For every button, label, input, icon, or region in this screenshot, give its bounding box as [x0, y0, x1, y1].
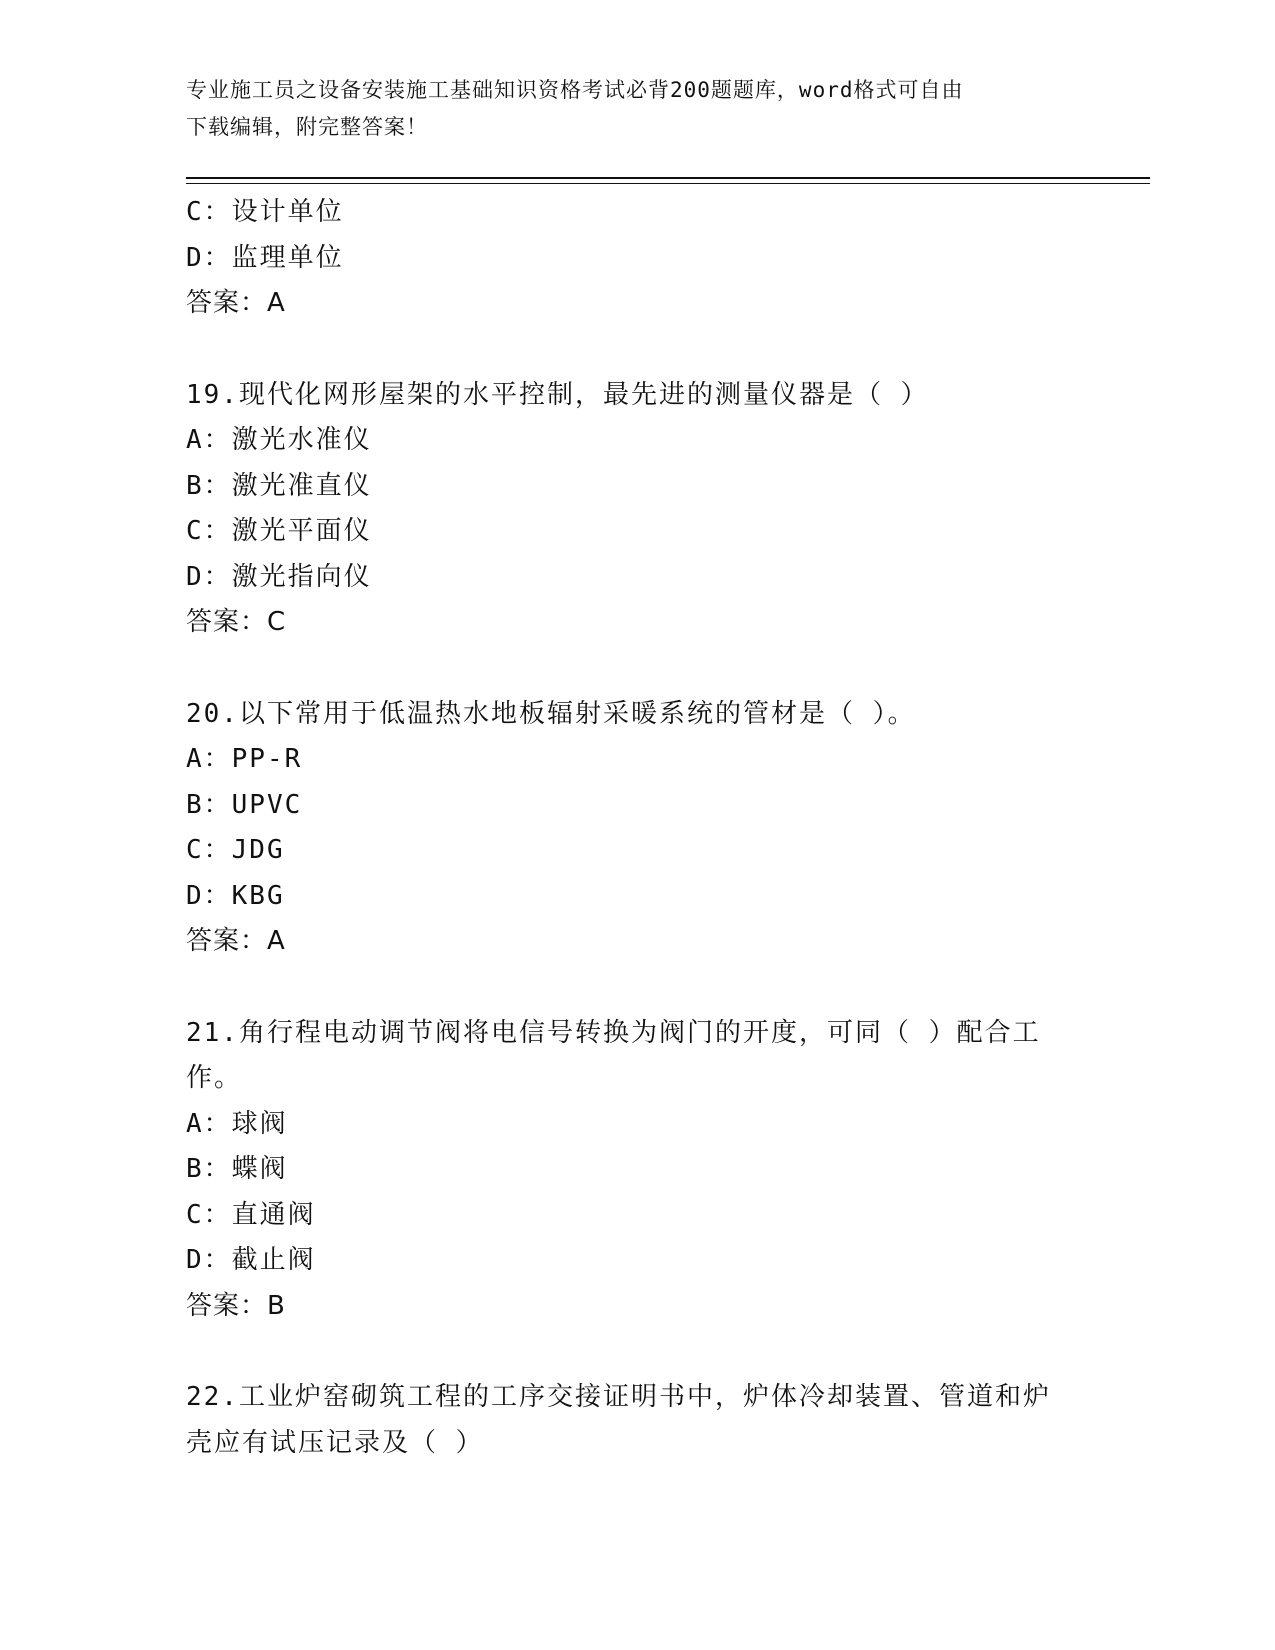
option-d: D：KBG — [186, 880, 285, 911]
question-22 — [186, 1375, 1086, 1466]
answer-line: 答案：A — [186, 926, 286, 956]
header-divider-thick — [186, 177, 1150, 179]
spacer — [186, 327, 1086, 373]
question-stem: 20.以下常用于低温热水地板辐射采暖系统的管材是（ ）。 — [186, 698, 916, 729]
option-b: B：蝶阀 — [186, 1154, 288, 1184]
spacer — [186, 1329, 1086, 1375]
header-title-line-2: 下载编辑，附完整答案！ — [186, 115, 428, 139]
option-c: C：JDG — [186, 835, 285, 865]
question-stem-line-1: 21.角行程电动调节阀将电信号转换为阀门的开度，可同（ ）配合工 — [186, 1017, 1041, 1048]
option-c: C：直通阀 — [186, 1199, 316, 1230]
question-stem-line-2: 作。 — [186, 1063, 243, 1093]
option-d: D：监理单位 — [186, 242, 344, 273]
option-b: B：激光准直仪 — [186, 470, 372, 501]
question-stem-line-2: 壳应有试压记录及（ ） — [186, 1427, 484, 1458]
question-21 — [186, 1011, 1086, 1330]
option-d: D：截止阀 — [186, 1245, 316, 1275]
question-stem: 19.现代化网形屋架的水平控制，最先进的测量仪器是（ ） — [186, 379, 929, 410]
option-c: C：激光平面仪 — [186, 516, 372, 546]
header-title-line-1: 专业施工员之设备安装施工基础知识资格考试必背200题题库，word格式可自由 — [186, 78, 964, 102]
question-list — [186, 190, 1086, 1466]
spacer — [186, 965, 1086, 1011]
answer-line: 答案：B — [186, 1290, 286, 1321]
option-a: A：球阀 — [186, 1108, 288, 1139]
question-stem-line-1: 22.工业炉窑砌筑工程的工序交接证明书中，炉体冷却装置、管道和炉 — [186, 1382, 1051, 1412]
option-d: D：激光指向仪 — [186, 561, 372, 592]
question-18-continuation — [186, 190, 1086, 327]
option-a: A：PP-R — [186, 744, 303, 774]
question-19 — [186, 373, 1086, 646]
option-c: C：设计单位 — [186, 197, 344, 227]
answer-line: 答案：A — [186, 288, 286, 318]
question-20 — [186, 692, 1086, 965]
option-a: A：激光水准仪 — [186, 425, 372, 455]
header-divider-thin — [186, 183, 1150, 184]
document-header — [186, 72, 1086, 146]
answer-line: 答案：C — [186, 607, 287, 637]
option-b: B：UPVC — [186, 789, 303, 820]
spacer — [186, 646, 1086, 692]
